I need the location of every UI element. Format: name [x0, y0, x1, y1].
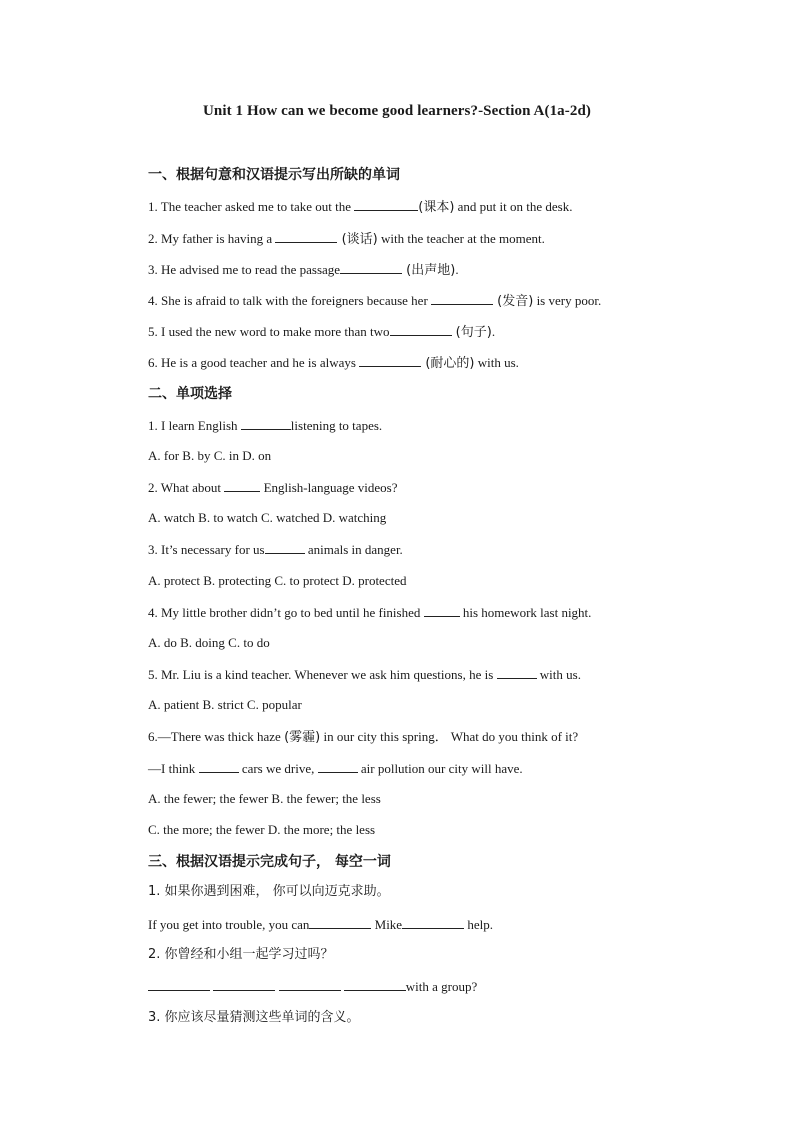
sec1-question-5: 5. I used the new word to make more than two (句子).: [148, 324, 496, 340]
sec3-question-3-chinese: 3. 你应该尽量猜测这些单词的含义。: [148, 1010, 360, 1025]
sec1-question-4: 4. She is afraid to talk with the foreigners because her (发音) is very poor.: [148, 293, 602, 309]
sec2-question-2-options: A. watch B. to watch C. watched D. watching: [148, 510, 387, 525]
answer-blank[interactable]: [309, 916, 371, 929]
sec2-question-4: 4. My little brother didn’t go to bed until he finished his homework last night.: [148, 605, 592, 620]
answer-blank[interactable]: [199, 760, 239, 773]
answer-blank[interactable]: [431, 292, 493, 305]
sec2-question-3: 3. It’s necessary for us animals in danger.: [148, 542, 403, 557]
sec2-question-4-options: A. do B. doing C. to do: [148, 635, 270, 650]
answer-blank[interactable]: [148, 978, 210, 991]
answer-blank[interactable]: [279, 978, 341, 991]
sec1-question-6: 6. He is a good teacher and he is always (耐心的) with us.: [148, 355, 519, 371]
sec1-question-1: 1. The teacher asked me to take out the (课本) and put it on the desk.: [148, 199, 573, 215]
section-2-heading: 二、单项选择: [148, 386, 232, 402]
answer-blank[interactable]: [318, 760, 358, 773]
answer-blank[interactable]: [344, 978, 406, 991]
sec2-question-5: 5. Mr. Liu is a kind teacher. Whenever we ask him questions, he is with us.: [148, 667, 581, 682]
sec2-question-1-options: A. for B. by C. in D. on: [148, 448, 272, 463]
page-title: Unit 1 How can we become good learners?-Section A(1a-2d): [202, 103, 592, 119]
sec2-question-3-options: A. protect B. protecting C. to protect D. protected: [148, 573, 407, 588]
section-1-heading: 一、根据句意和汉语提示写出所缺的单词: [148, 167, 400, 183]
sec2-question-1: 1. I learn English listening to tapes.: [148, 418, 383, 433]
section-3-heading: 三、根据汉语提示完成句子， 每空一词: [148, 854, 391, 870]
answer-blank[interactable]: [224, 479, 260, 492]
sec3-question-1-chinese: 1. 如果你遇到困难， 你可以向迈克求助。: [148, 884, 390, 899]
sec1-question-2: 2. My father is having a (谈话) with the teacher at the moment.: [148, 231, 545, 247]
sec3-question-2-chinese: 2. 你曾经和小组一起学习过吗？: [148, 947, 334, 962]
answer-blank[interactable]: [354, 198, 418, 211]
answer-blank[interactable]: [340, 261, 402, 274]
sec2-question-6-options-cd: C. the more; the fewer D. the more; the less: [148, 822, 376, 837]
answer-blank[interactable]: [275, 230, 337, 243]
answer-blank[interactable]: [497, 666, 537, 679]
answer-blank[interactable]: [265, 541, 305, 554]
answer-blank[interactable]: [241, 417, 291, 430]
answer-blank[interactable]: [213, 978, 275, 991]
sec2-question-5-options: A. patient B. strict C. popular: [148, 697, 302, 712]
sec1-question-3: 3. He advised me to read the passage (出声地).: [148, 262, 459, 278]
sec2-question-6-reply: —I think cars we drive, air pollution our city will have.: [148, 761, 523, 776]
sec2-question-6-options-ab: A. the fewer; the fewer B. the fewer; the less: [148, 791, 381, 806]
sec3-question-1: If you get into trouble, you can Mike help.: [148, 917, 493, 932]
sec3-question-2: with a group?: [148, 978, 477, 995]
sec2-question-6: 6.—There was thick haze (雾霾) in our city this spring． What do you think of it?: [148, 729, 579, 745]
answer-blank[interactable]: [359, 354, 421, 367]
answer-blank[interactable]: [402, 916, 464, 929]
answer-blank[interactable]: [424, 604, 460, 617]
sec2-question-2: 2. What about English-language videos?: [148, 480, 398, 495]
answer-blank[interactable]: [390, 323, 452, 336]
